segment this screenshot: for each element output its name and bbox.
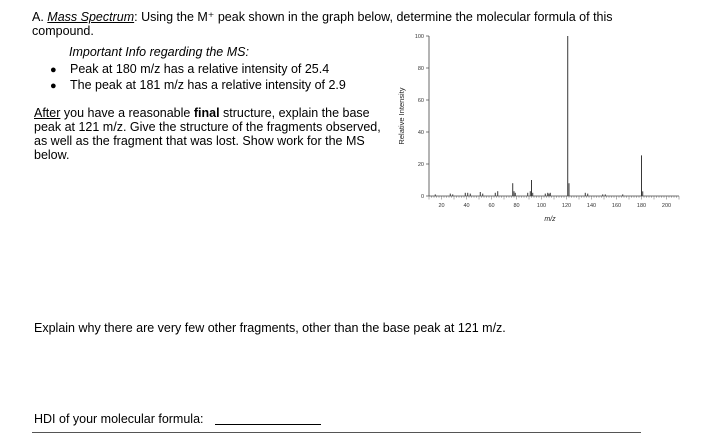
question-letter: A. <box>32 10 44 24</box>
paragraph-part1: you have a reasonable <box>60 106 194 120</box>
bullet-dot-icon: ● <box>50 64 57 76</box>
y-tick-label: 100 <box>414 34 424 41</box>
chart-peaks <box>435 36 643 196</box>
bottom-divider <box>32 432 641 433</box>
chart-ticks <box>415 34 679 209</box>
y-tick-label: 0 <box>420 194 424 201</box>
x-tick-label: 200 <box>661 203 672 209</box>
y-tick-label: 20 <box>417 162 424 169</box>
info-bullet <box>50 78 346 92</box>
x-tick-label: 120 <box>561 203 572 209</box>
x-tick-label: 80 <box>513 203 520 209</box>
x-tick-label: 140 <box>586 203 597 209</box>
y-axis-label: Relative Intensity <box>397 87 406 145</box>
x-tick-label: 160 <box>611 203 622 209</box>
y-tick-label: 80 <box>417 66 424 73</box>
info-bullet <box>50 62 329 76</box>
paragraph-bold: final <box>193 106 220 120</box>
y-tick-label: 60 <box>417 98 424 105</box>
explain-prompt: Explain why there are very few other fragments, other than the base peak at 121 m/z. <box>34 321 506 335</box>
question-text: : Using the M⁺ peak shown in the graph below, determine the molecular formula of this compound. <box>32 10 613 38</box>
info-title: Important Info regarding the MS: <box>69 45 249 59</box>
info-bullet-text: The peak at 181 m/z has a relative intensity of 2.9 <box>70 78 346 92</box>
info-bullet-text: Peak at 180 m/z has a relative intensity of 25.4 <box>70 62 330 76</box>
hdi-answer-line[interactable] <box>215 424 321 425</box>
mass-spectrum-chart <box>395 28 695 238</box>
x-axis-label: m/z <box>544 216 556 223</box>
instruction-paragraph <box>34 106 389 162</box>
x-tick-label: 60 <box>488 203 495 209</box>
x-tick-label: 100 <box>536 203 547 209</box>
x-tick-label: 40 <box>463 203 470 209</box>
paragraph-part2: structure, explain the base peak at 121 m/z. Give the structure of the fragments observed, as well as the fragment that was lost. Show work for the MS below. <box>34 106 381 162</box>
paragraph-underlined: After <box>34 106 61 120</box>
bullet-dot-icon: ● <box>50 80 57 92</box>
x-tick-label: 180 <box>636 203 647 209</box>
y-tick-label: 40 <box>417 130 424 137</box>
x-tick-label: 20 <box>438 203 445 209</box>
question-title: Mass Spectrum <box>47 10 135 24</box>
hdi-prompt: HDI of your molecular formula: <box>34 412 204 426</box>
